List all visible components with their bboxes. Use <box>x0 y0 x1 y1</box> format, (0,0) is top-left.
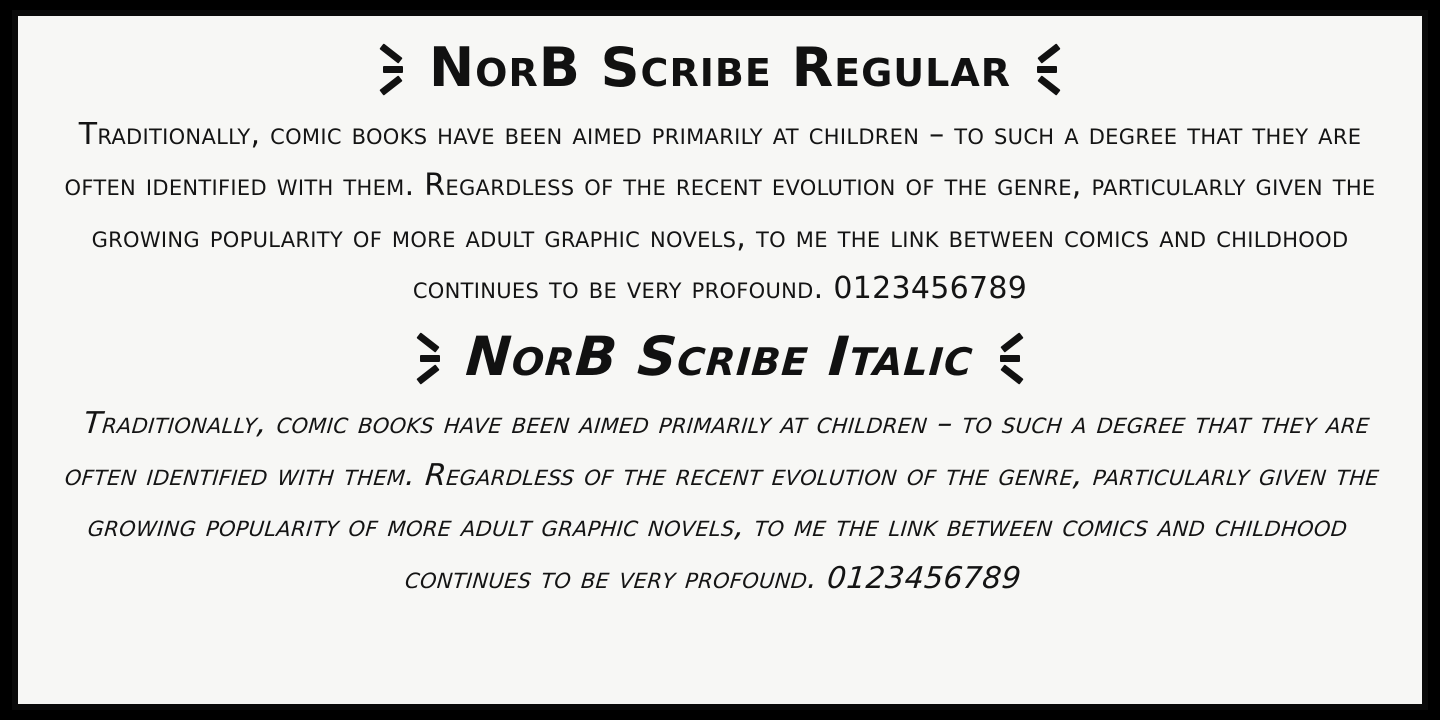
flourish-right-icon <box>1029 42 1063 94</box>
flourish-left-icon <box>414 331 448 383</box>
flourish-right-icon <box>992 331 1026 383</box>
specimen-block-regular <box>38 36 1402 315</box>
specimen-title-regular: NorB Scribe Regular <box>428 36 1012 99</box>
specimen-title-row-regular <box>38 36 1402 99</box>
flourish-left-icon <box>377 42 411 94</box>
specimen-sheet <box>12 10 1428 710</box>
specimen-title-row-italic <box>38 325 1402 389</box>
specimen-block-italic <box>38 325 1402 604</box>
specimen-sample-italic: Traditionally, comic books have been aimed primarily at children – to such a degree that they are often identified with them. Regardless of the recent evolution of the genre, particularly given the growing popularity of more adult graphic novels, to me the link between comics and childhood continues to be very profound. 0123456789 <box>63 405 1381 596</box>
specimen-sample-regular: Traditionally, comic books have been aimed primarily at children – to such a degree that they are often identified with them. Regardless of the recent evolution of the genre, particularly given the growing popularity of more adult graphic novels, to me the link between comics and childhood continues to be very profound. 0123456789 <box>64 116 1376 307</box>
specimen-title-italic: NorB Scribe Italic <box>464 325 976 389</box>
